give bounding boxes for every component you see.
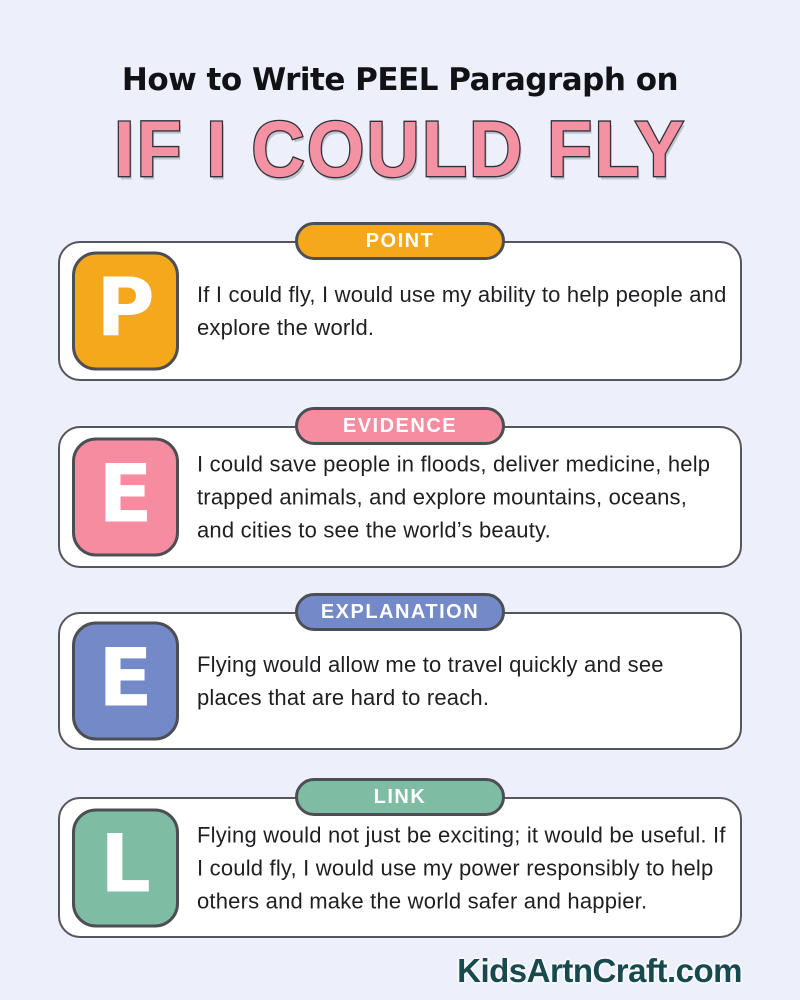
section-point [58, 222, 742, 384]
point-text: If I could fly, I would use my ability to help people and explore the world. [197, 282, 727, 340]
evidence-letter-badge: E [72, 438, 179, 557]
section-link [58, 778, 742, 940]
point-label-pill: POINT [295, 222, 505, 260]
evidence-text: I could save people in floods, deliver medicine, help trapped animals, and explore mountains, oceans, and cities to see the world’s beauty. [197, 451, 711, 543]
point-card [58, 241, 742, 381]
explanation-letter-badge: E [72, 622, 179, 741]
website-credit: KidsArtnCraft.com [457, 952, 742, 989]
explanation-text: Flying would allow me to travel quickly and see places that are hard to reach. [197, 652, 664, 710]
explanation-card [58, 612, 742, 750]
point-letter-badge: P [72, 252, 179, 371]
evidence-label-pill: EVIDENCE [295, 407, 505, 445]
page-topic-title: IF I COULD FLY [113, 105, 687, 194]
link-label-pill: LINK [295, 778, 505, 816]
section-explanation [58, 593, 742, 755]
link-letter-badge: L [72, 808, 179, 927]
link-text: Flying would not just be exciting; it would be useful. If I could fly, I would use my power responsibly to help others and make the world safer and happier. [197, 822, 726, 913]
section-evidence [58, 407, 742, 569]
evidence-card [58, 426, 742, 568]
explanation-label-pill: EXPLANATION [295, 593, 505, 631]
page-title: How to Write PEEL Paragraph on [121, 62, 679, 98]
link-card [58, 797, 742, 938]
